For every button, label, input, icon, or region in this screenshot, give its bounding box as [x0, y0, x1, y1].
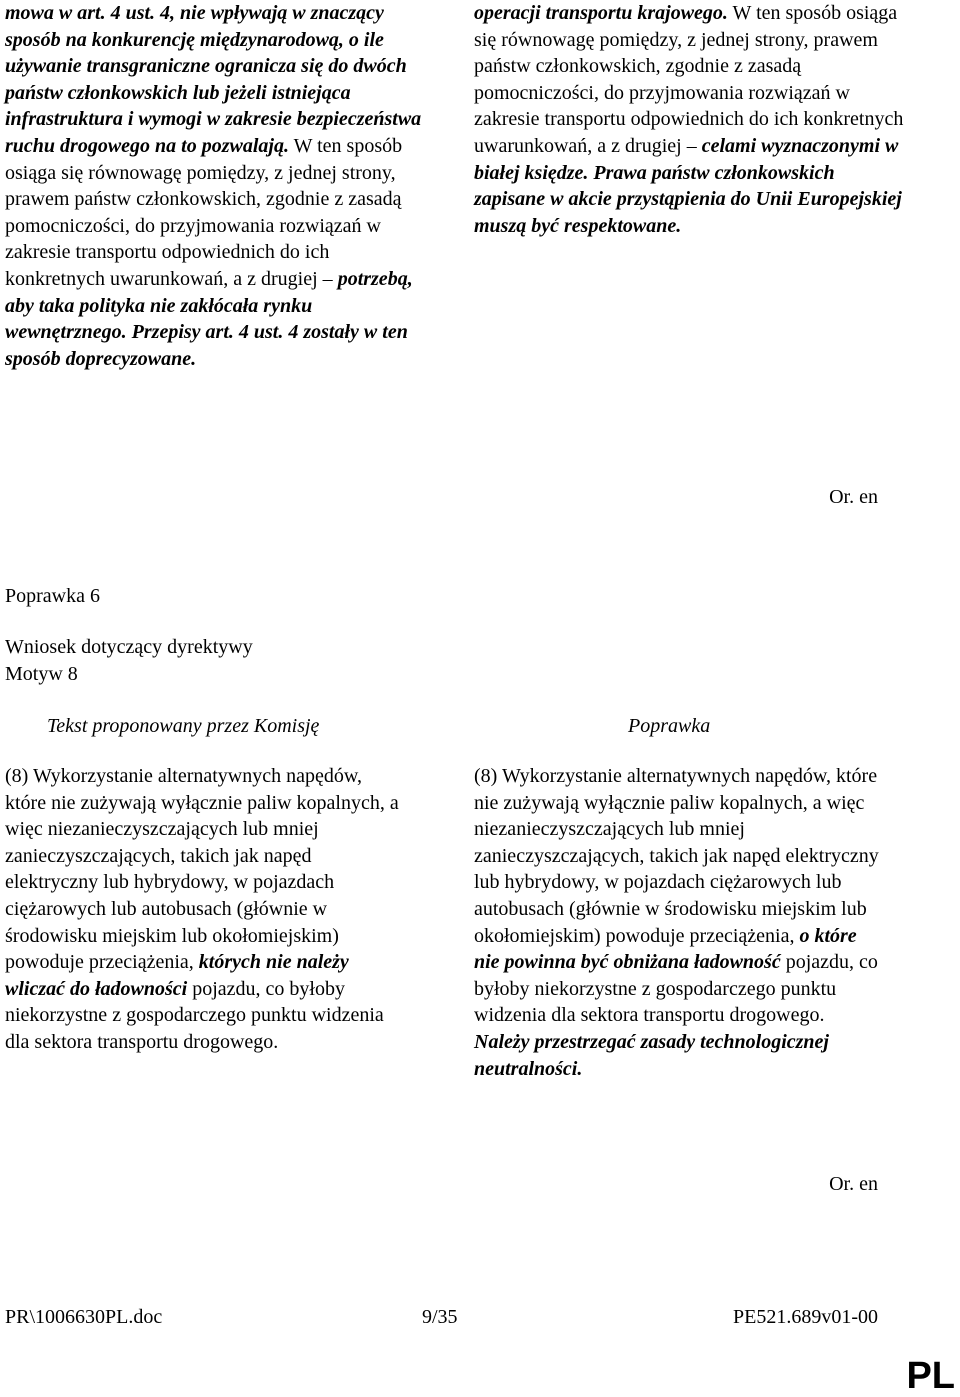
amendment-text-segment-0: (8) Wykorzystanie alternatywnych napędów, które nie zużywają wyłącznie paliw kopalnych, a więc niezanieczyszczających lub mniej zanieczyszczających, takich jak napęd elektryczny lub hybrydowy, w pojazdach ciężarowych lub autobusach (głównie w środowisku miejskim lub okołomiejskim) powoduje przeciążenia,: [474, 765, 879, 947]
proposal-label: Wniosek dotyczący dyrektywy: [5, 636, 253, 658]
top-left-segment-1: W ten sposób osiąga się równowagę pomiędzy, z jednej strony, prawem państw członkowskich, zgodnie z zasadą pomocniczości, do przyjmowania rozwiązań w zakresie transportu odpowiednich do ich konkretnych uwarunkowań, a z drugiej –: [5, 134, 403, 290]
commission-text: [5, 763, 405, 1056]
amendment-text: [474, 763, 884, 1082]
top-left-segment-0: mowa w art. 4 ust. 4, nie wpływają w znaczący sposób na konkurencję międzynarodową, o ile używanie transgraniczne ogranicza się do dwóch państw członkowskich lub jeżeli istniejąca infrastruktura i wymogi w zakresie bezpieczeństwa ruchu drogowego na to pozwalają.: [5, 2, 422, 157]
top-right-segment-2: celami wyznaczonymi w białej księdze. Prawa państw członkowskich zapisane w akcie przystąpienia do Unii Europejskiej muszą być respektowane.: [474, 134, 902, 237]
amendment-text-segment-2: pojazdu, co byłoby niekorzystne z gospodarczego punktu widzenia dla sektora transportu drogowego.: [474, 951, 878, 1027]
amendment-text-segment-1: o które nie powinna być obniżana ładowność: [474, 924, 857, 974]
top-left-segment-2: potrzebą, aby taka polityka nie zakłócała rynku wewnętrznego. Przepisy art. 4 ust. 4 zostały w ten sposób doprecyzowane.: [5, 267, 413, 370]
top-right-paragraph: [474, 0, 904, 239]
top-right-text: [474, 0, 904, 239]
amendment-title: Poprawka 6: [5, 585, 100, 607]
top-right-segment-0: operacji transportu krajowego.: [474, 2, 728, 24]
commission-text-block: [5, 763, 405, 1056]
original-language-note-2: Or. en: [829, 1173, 878, 1195]
amendment-text-block: [474, 763, 884, 1082]
original-language-note: Or. en: [829, 486, 878, 508]
commission-text-segment-0: (8) Wykorzystanie alternatywnych napędów, które nie zużywają wyłącznie paliw kopalnych, a więc niezanieczyszczających lub mniej zanieczyszczających, takich jak napęd elektryczny lub hybrydowy, w pojazdach ciężarowych lub autobusach (głównie w środowisku miejskim lub okołomiejskim) powoduje przeciążenia,: [5, 765, 399, 974]
commission-text-segment-1: których nie należy wliczać do ładowności: [5, 951, 349, 1000]
footer-pe-ref: PE521.689v01-00: [733, 1306, 878, 1328]
commission-text-segment-2: pojazdu, co byłoby niekorzystne z gospodarczego punktu widzenia dla sektora transportu drogowego.: [5, 977, 384, 1053]
top-right-segment-1: W ten sposób osiąga się równowagę pomiędzy, z jednej strony, prawem państw członkowskich, zgodnie z zasadą pomocniczości, do przyjmowania rozwiązań w zakresie transportu odpowiednich do ich konkretnych uwarunkowań, a z drugiej –: [474, 2, 904, 157]
column-header-amendment: Poprawka: [628, 715, 711, 737]
top-left-text: [5, 0, 425, 372]
recital-label: Motyw 8: [5, 663, 78, 685]
footer-doc-ref: PR\1006630PL.doc: [5, 1306, 163, 1328]
top-left-paragraph: [5, 0, 425, 372]
footer-language-code: PL: [906, 1355, 955, 1397]
column-header-commission: Tekst proponowany przez Komisję: [47, 715, 320, 737]
amendment-text-segment-3: Należy przestrzegać zasady technologicznej neutralności.: [474, 1030, 829, 1080]
footer-page-number: 9/35: [422, 1306, 458, 1328]
